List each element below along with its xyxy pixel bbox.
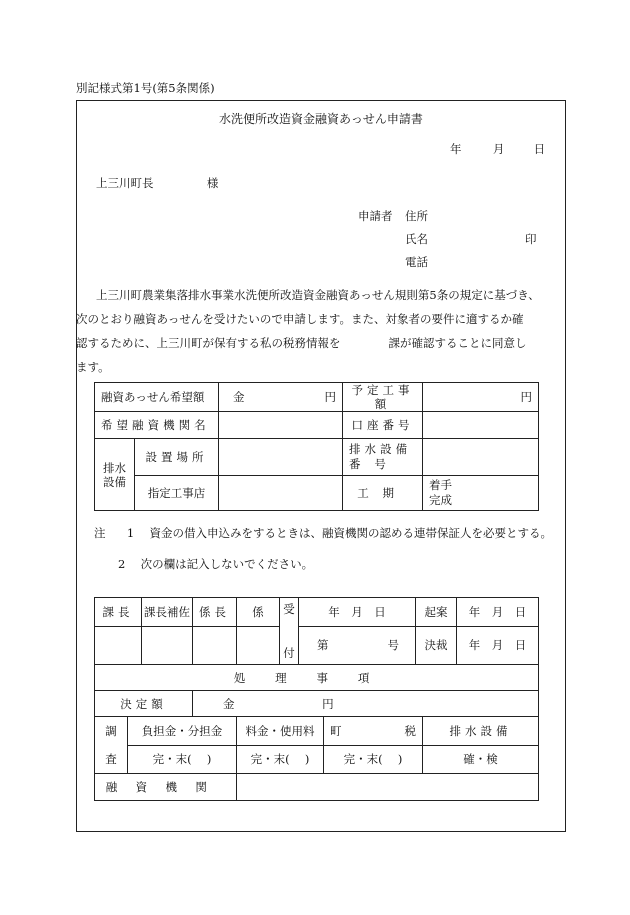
planned-cost-label: 予定工事額: [343, 383, 423, 412]
contractor-field[interactable]: [219, 476, 343, 511]
note-2-number: 2: [118, 557, 126, 571]
investigation-sa: 査: [105, 752, 117, 766]
form-title: 水洗便所改造資金融資あっせん申請書: [219, 112, 423, 126]
note-1-text: 資金の借入申込みをするときは、融資機関の認める連帯保証人を必要とする。: [149, 526, 552, 540]
tax-label: 税: [404, 723, 416, 738]
addressee-name: 上三川町長: [96, 176, 154, 190]
period-start: 着手: [429, 478, 453, 492]
fee-header: 料金・使用料: [237, 717, 324, 746]
consent-paragraph: [76, 283, 556, 379]
decided-amount-label: 決定額: [95, 691, 193, 717]
form-reference: 別記様式第1号(第5条関係): [76, 81, 215, 95]
desired-amount-label: 融資あっせん希望額: [95, 383, 219, 412]
yen-label: 円: [324, 390, 337, 404]
account-field[interactable]: [423, 412, 539, 439]
decided-yen: 円: [322, 696, 334, 711]
hosa-header: 課長補佐: [142, 598, 193, 627]
kian-label: 起案: [416, 598, 457, 627]
kacho-stamp[interactable]: [95, 626, 142, 664]
kakaricho-header: 係長: [193, 598, 237, 627]
burden-status: 完・末( ): [128, 745, 237, 774]
note-2-text: 次の欄は記入しないでください。: [140, 557, 314, 571]
fee-status: 完・末( ): [237, 745, 324, 774]
period-end: 完成: [429, 493, 453, 507]
kakari-stamp[interactable]: [237, 626, 280, 664]
drain-number-line2: 番号: [349, 457, 400, 471]
date-day: 日: [533, 142, 546, 156]
kessai-label: 決裁: [416, 626, 457, 664]
institution-field[interactable]: [219, 412, 343, 439]
drain-number-line1: 排水設備: [349, 442, 412, 456]
date-month: 月: [492, 142, 505, 156]
note-2: [118, 556, 313, 572]
kakari-header: 係: [237, 598, 280, 627]
application-table: [94, 382, 539, 511]
kakaricho-stamp[interactable]: [193, 626, 237, 664]
drain-label: 排水設備: [95, 439, 135, 511]
desired-amount-field[interactable]: [219, 383, 343, 412]
hosa-stamp[interactable]: [142, 626, 193, 664]
planned-cost-field[interactable]: [423, 383, 539, 412]
body-line-2: 次のとおり融資あっせんを受けたいので申請します。また、対象者の要件に適するか確: [76, 312, 524, 326]
applicant-phone-label: 電話: [405, 255, 428, 269]
kian-date: 年 月 日: [457, 598, 539, 627]
investigation-cho: 調: [105, 724, 117, 738]
addressee: [96, 175, 218, 191]
addressee-honorific: 様: [206, 176, 219, 190]
drain-number-field[interactable]: [423, 439, 539, 476]
applicant-address-label: 住所: [405, 209, 428, 223]
seal-mark: 印: [525, 232, 537, 246]
location-label: 設置場所: [135, 439, 219, 476]
receipt-label: [280, 598, 299, 665]
receipt-uke: 受: [283, 602, 295, 616]
kin-label: 金: [233, 390, 245, 404]
burden-header: 負担金・分担金: [128, 717, 237, 746]
decided-kin: 金: [223, 696, 235, 711]
drain-header: 排水設備: [423, 717, 539, 746]
kacho-header: 課長: [95, 598, 142, 627]
location-field[interactable]: [219, 439, 343, 476]
receipt-tsuke: 付: [283, 646, 295, 660]
body-line-1: 上三川町農業集落排水事業水洗便所改造資金融資あっせん規則第5条の規定に基づき、: [96, 288, 540, 302]
body-line-3a: 認するために、上三川町が保有する私の税務情報を: [76, 336, 341, 350]
applicant-name-label: 氏名: [405, 232, 428, 246]
receipt-go: 号: [387, 638, 399, 653]
office-use-table: [94, 597, 539, 801]
applicant-label: 申請者: [358, 209, 393, 223]
process-header: 処理事項: [95, 665, 539, 691]
period-label: 工期: [343, 476, 423, 511]
town-tax-header: [324, 717, 423, 746]
institution-row-label: 融資機関: [95, 774, 237, 801]
investigation-label: [95, 717, 128, 774]
contractor-label: 指定工事店: [135, 476, 219, 511]
receipt-dai: 第: [317, 638, 329, 653]
receipt-date: 年 月 日: [299, 598, 416, 627]
body-line-4: ます。: [76, 360, 110, 374]
account-label: 口座番号: [343, 412, 423, 439]
kessai-date: 年 月 日: [457, 626, 539, 664]
note-1-number: 1: [126, 526, 135, 540]
institution-label: 希望融資機関名: [95, 412, 219, 439]
tax-status: 完・末( ): [324, 745, 423, 774]
decided-amount-field[interactable]: [193, 691, 539, 717]
planned-cost-yen: 円: [520, 390, 533, 404]
date-year: 年: [450, 142, 462, 156]
date-line: [450, 141, 545, 157]
note-label: 注: [94, 526, 106, 540]
drain-status: 確・検: [423, 745, 539, 774]
institution-row-field[interactable]: [237, 774, 539, 801]
receipt-number: [299, 626, 416, 664]
drain-number-label: [343, 439, 423, 476]
period-field[interactable]: [423, 476, 539, 511]
body-line-3: [76, 331, 556, 355]
body-line-3b: 課が確認することに同意し: [388, 336, 527, 350]
town-label: 町: [330, 723, 342, 738]
note-1: [94, 525, 552, 541]
